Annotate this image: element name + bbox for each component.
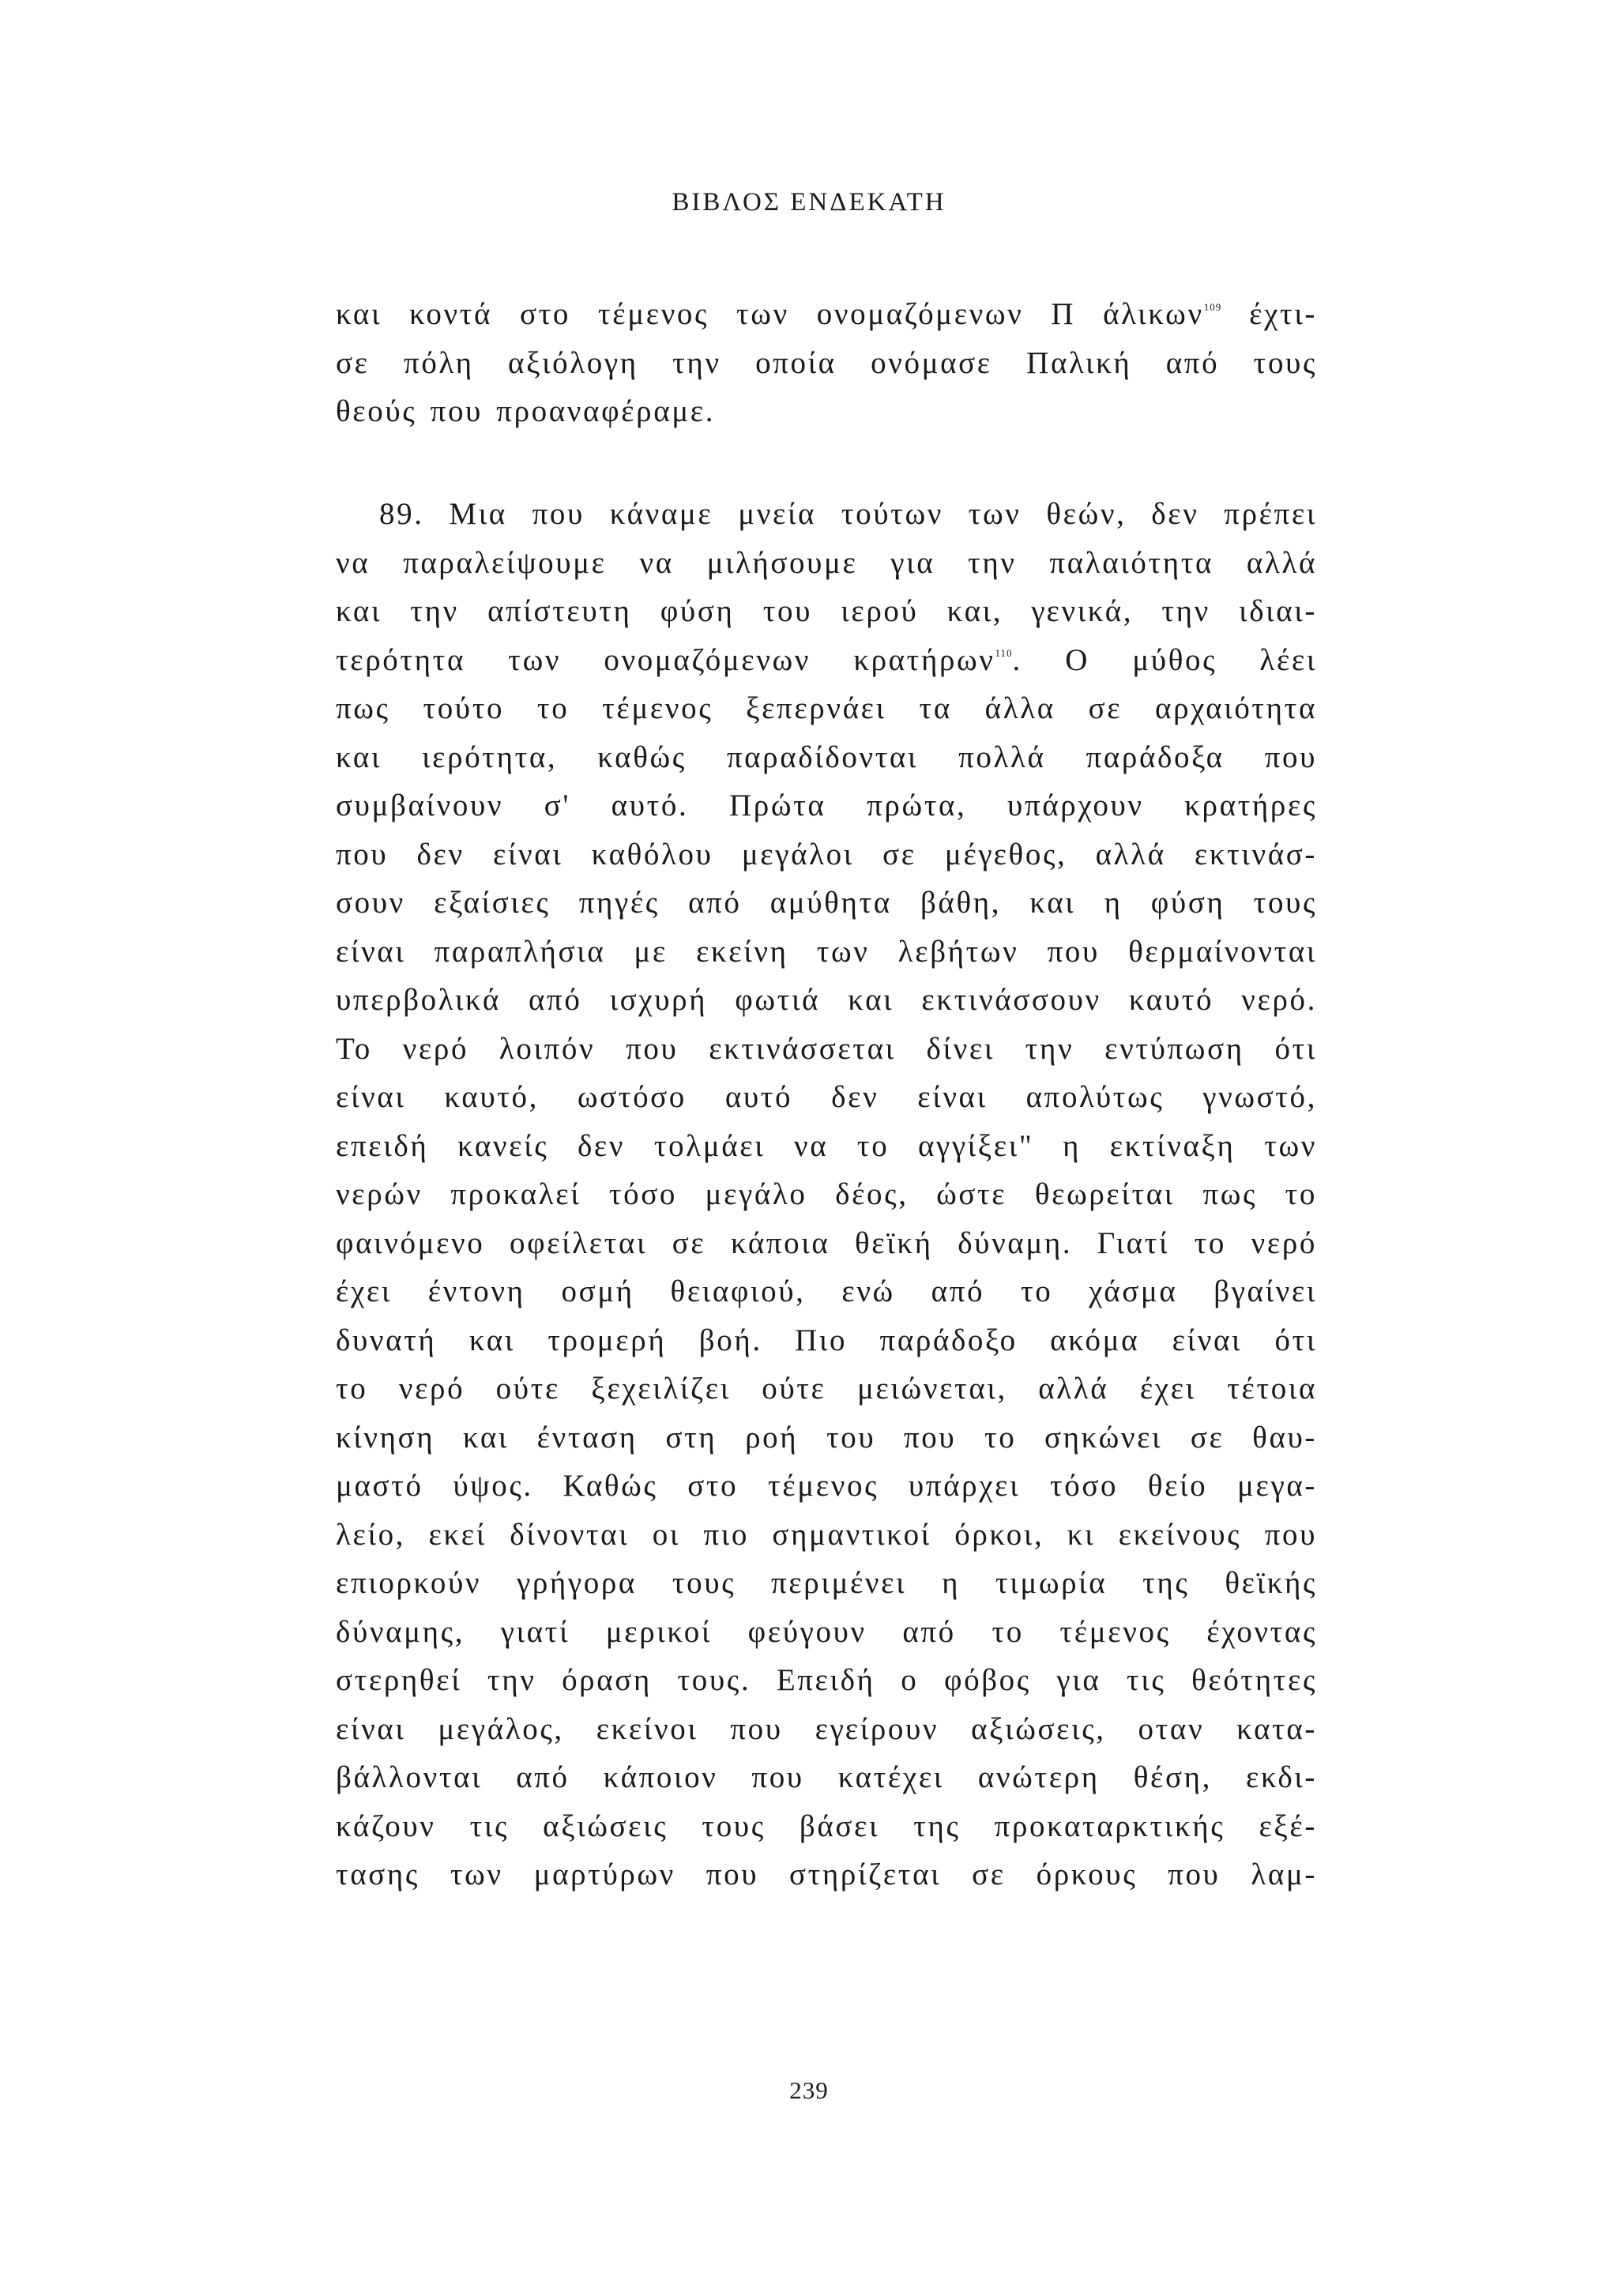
text-line: φαινόμενο οφείλεται σε κάποια θεϊκή δύναμη. Γιατί το νερό bbox=[336, 1225, 1317, 1260]
text-line: Το νερό λοιπόν που εκτινάσσεται δίνει την εντύπωση ότι bbox=[336, 1031, 1317, 1066]
paragraph-continuation bbox=[336, 290, 1317, 436]
running-head: ΒΙΒΛΟΣ ΕΝΔΕΚΑΤΗ bbox=[672, 188, 946, 216]
text-line: θεούς που προαναφέραμε. bbox=[336, 394, 716, 428]
text-line bbox=[336, 636, 1317, 685]
text-line: σουν εξαίσιες πηγές από αμύθητα βάθη, και η φύση τους bbox=[336, 886, 1317, 920]
text-line: κάζουν τις αξιώσεις τους βάσει της προκαταρκτικής εξέ- bbox=[336, 1809, 1317, 1843]
text-segment: τερότητα των ονομαζόμενων κρατήρων bbox=[336, 642, 995, 677]
text-line: το νερό ούτε ξεχειλίζει ούτε μειώνεται, αλλά έχει τέτοια bbox=[336, 1372, 1317, 1406]
text-line bbox=[336, 290, 1317, 339]
text-line: 89. Μια που κάναμε μνεία τούτων των θεών, δεν πρέπει bbox=[379, 497, 1317, 531]
text-segment: . Ο μύθος λέει bbox=[1012, 642, 1317, 677]
text-line: στερηθεί την όραση τους. Επειδή ο φόβος για τις θεότητες bbox=[336, 1663, 1317, 1697]
footnote-marker-109: 109 bbox=[1203, 301, 1222, 313]
text-line: δύναμης, γιατί μερικοί φεύγουν από το τέμενος έχοντας bbox=[336, 1614, 1317, 1649]
text-line: και την απίστευτη φύση του ιερού και, γενικά, την ιδιαι- bbox=[336, 594, 1317, 628]
text-line: λείο, εκεί δίνονται οι πιο σημαντικοί όρκοι, κι εκείνους που bbox=[336, 1517, 1317, 1552]
text-line: κίνηση και ένταση στη ροή του που το σηκώνει σε θαυ- bbox=[336, 1420, 1317, 1455]
text-line: σε πόλη αξιόλογη την οποία ονόμασε Παλική από τους bbox=[336, 345, 1317, 380]
text-line: είναι παραπλήσια με εκείνη των λεβήτων που θερμαίνονται bbox=[336, 934, 1317, 969]
text-line: έχει έντονη οσμή θειαφιού, ενώ από το χάσμα βγαίνει bbox=[336, 1274, 1317, 1308]
text-line: που δεν είναι καθόλου μεγάλοι σε μέγεθος, αλλά εκτινάσ- bbox=[336, 837, 1317, 871]
text-segment: έχτι- bbox=[1221, 297, 1317, 331]
text-line: να παραλείψουμε να μιλήσουμε για την παλαιότητα αλλά bbox=[336, 545, 1317, 580]
text-line: συμβαίνουν σ' αυτό. Πρώτα πρώτα, υπάρχουν κρατήρες bbox=[336, 789, 1317, 822]
text-line: νερών προκαλεί τόσο μεγάλο δέος, ώστε θεωρείται πως το bbox=[336, 1177, 1317, 1211]
text-line: είναι καυτό, ωστόσο αυτό δεν είναι απολύτως γνωστό, bbox=[336, 1080, 1317, 1114]
text-line: μαστό ύψος. Καθώς στο τέμενος υπάρχει τόσο θείο μεγα- bbox=[336, 1469, 1317, 1503]
text-line: επειδή κανείς δεν τολμάει να το αγγίξει" η εκτίναξη των bbox=[336, 1128, 1317, 1163]
text-line: είναι μεγάλος, εκείνοι που εγείρουν αξιώσεις, οταν κατα- bbox=[336, 1711, 1317, 1746]
footnote-marker-110: 110 bbox=[995, 646, 1013, 659]
text-line: δυνατή και τρομερή βοή. Πιο παράδοξο ακόμα είναι ότι bbox=[336, 1323, 1317, 1357]
text-line: πως τούτο το τέμενος ξεπερνάει τα άλλα σε αρχαιότητα bbox=[336, 691, 1317, 725]
paragraph-89 bbox=[336, 490, 1317, 1899]
text-line: επιορκούν γρήγορα τους περιμένει η τιμωρία της θεϊκής bbox=[336, 1566, 1317, 1600]
text-segment: και κοντά στο τέμενος των ονομαζόμενων Π άλικων bbox=[336, 297, 1204, 331]
text-line: και ιερότητα, καθώς παραδίδονται πολλά παράδοξα που bbox=[336, 740, 1317, 774]
text-line: υπερβολικά από ισχυρή φωτιά και εκτινάσσουν καυτό νερό. bbox=[336, 983, 1317, 1017]
text-line: βάλλονται από κάποιον που κατέχει ανώτερη θέση, εκδι- bbox=[336, 1760, 1317, 1794]
text-line: τασης των μαρτύρων που στηρίζεται σε όρκους που λαμ- bbox=[336, 1858, 1317, 1891]
page-number: 239 bbox=[789, 2076, 829, 2104]
